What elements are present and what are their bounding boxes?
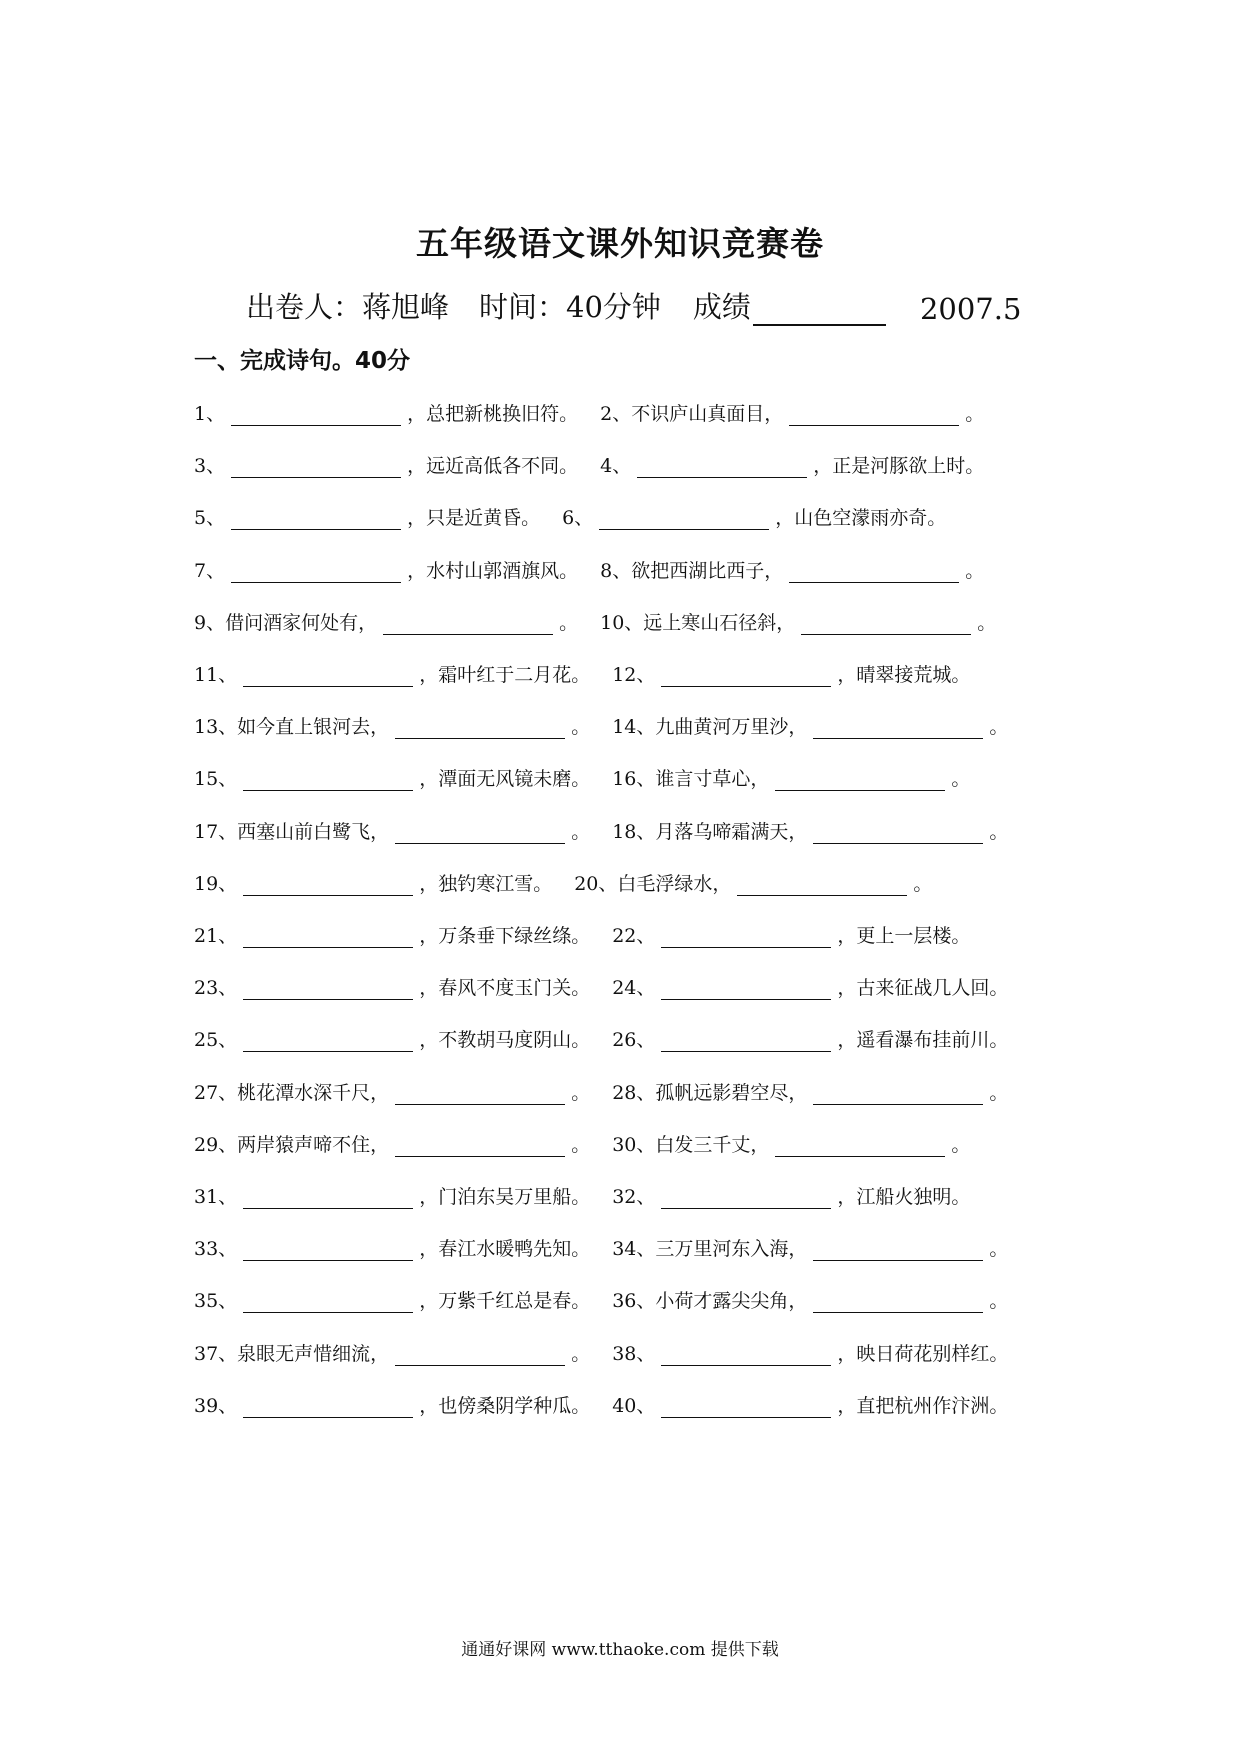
question-text: 28、孤帆远影碧空尽，	[612, 1081, 808, 1104]
answer-blank[interactable]	[661, 977, 831, 1000]
question-text: 。	[571, 1081, 591, 1104]
question-text: ，万紫千红总是春。	[419, 1290, 591, 1313]
question-text: ，遥看瀑布挂前川。	[837, 1029, 1009, 1052]
footer: 通通好课网 www.tthaoke.com 提供下载	[461, 1640, 779, 1660]
question-text: 18、月落乌啼霜满天，	[612, 820, 808, 843]
question-text: 。	[913, 872, 933, 895]
question-text: 39、	[194, 1394, 238, 1417]
question-row	[194, 761, 970, 791]
answer-blank[interactable]	[395, 821, 565, 844]
question-text: 2、不识庐山真面目，	[600, 403, 784, 425]
page-title: 五年级语文课外知识竞赛卷	[416, 224, 824, 263]
answer-blank[interactable]	[231, 455, 401, 478]
question-text: 17、西塞山前白鹭飞，	[194, 820, 390, 843]
answer-blank[interactable]	[813, 716, 983, 739]
question-row	[194, 970, 1008, 1000]
question-row	[194, 814, 1008, 844]
question-text: 40、	[612, 1394, 656, 1417]
question-text: 11、	[194, 664, 238, 686]
question-text: 10、远上寒山石径斜，	[600, 611, 796, 634]
question-text: ，古来征战几人回。	[837, 977, 1009, 1000]
question-text: 26、	[612, 1029, 656, 1052]
answer-blank[interactable]	[395, 1134, 565, 1157]
exam-meta	[246, 286, 1021, 326]
question-text: 34、三万里河东入海，	[612, 1238, 808, 1261]
author: 出卷人：蒋旭峰	[246, 290, 450, 324]
answer-blank[interactable]	[661, 925, 831, 948]
answer-blank[interactable]	[243, 1290, 413, 1313]
answer-blank[interactable]	[737, 873, 907, 896]
answer-blank[interactable]	[243, 873, 413, 896]
question-text: 。	[571, 1133, 591, 1156]
answer-blank[interactable]	[231, 507, 401, 530]
question-text: 。	[989, 1238, 1009, 1261]
question-row	[194, 553, 984, 583]
question-row	[194, 1336, 1008, 1366]
question-row	[194, 1231, 1008, 1261]
answer-blank[interactable]	[813, 1238, 983, 1261]
question-text: ，更上一层楼。	[837, 925, 971, 947]
question-row	[194, 709, 1008, 739]
question-row	[194, 866, 932, 896]
question-row	[194, 605, 996, 635]
question-text: 。	[977, 611, 997, 634]
question-text: 。	[559, 611, 579, 634]
question-text: ，只是近黄昏。	[407, 507, 541, 530]
question-text: ，不教胡马度阴山。	[419, 1029, 591, 1052]
question-text: ，晴翠接荒城。	[837, 664, 971, 686]
answer-blank[interactable]	[789, 560, 959, 583]
answer-blank[interactable]	[661, 1343, 831, 1366]
question-text: ，万条垂下绿丝绦。	[419, 925, 591, 947]
question-text: ，门泊东吴万里船。	[419, 1186, 591, 1208]
question-text: 19、	[194, 872, 238, 895]
question-text: 。	[989, 716, 1009, 739]
question-text: 7、	[194, 559, 226, 582]
question-text: 。	[989, 1081, 1009, 1104]
answer-blank[interactable]	[243, 1238, 413, 1261]
question-text: ，也傍桑阴学种瓜。	[419, 1394, 591, 1417]
answer-blank[interactable]	[243, 977, 413, 1000]
answer-blank[interactable]	[395, 716, 565, 739]
question-text: ，春风不度玉门关。	[419, 977, 591, 1000]
question-text: ，直把杭州作汴洲。	[837, 1394, 1009, 1417]
question-text: ，映日荷花别样红。	[837, 1342, 1009, 1365]
score-blank[interactable]	[753, 294, 886, 326]
answer-blank[interactable]	[661, 1395, 831, 1418]
question-text: 35、	[194, 1290, 238, 1313]
question-text: ，正是河豚欲上时。	[813, 455, 985, 478]
question-row	[194, 448, 984, 478]
answer-blank[interactable]	[231, 560, 401, 583]
question-text: 37、泉眼无声惜细流，	[194, 1342, 390, 1365]
question-text: ，潭面无风镜未磨。	[419, 768, 591, 791]
question-text: ，水村山郭酒旗风。	[407, 559, 579, 582]
time-limit: 时间：40分钟	[479, 290, 661, 324]
question-text: 33、	[194, 1238, 238, 1261]
question-text: 24、	[612, 977, 656, 1000]
question-text: 32、	[612, 1186, 656, 1208]
answer-blank[interactable]	[813, 1290, 983, 1313]
question-text: 29、两岸猿声啼不住，	[194, 1133, 390, 1156]
question-text: 23、	[194, 977, 238, 1000]
question-row	[194, 500, 946, 530]
answer-blank[interactable]	[243, 1186, 413, 1209]
question-row	[194, 1022, 1008, 1052]
answer-blank[interactable]	[637, 455, 807, 478]
question-text: 16、谁言寸草心，	[612, 768, 770, 791]
answer-blank[interactable]	[661, 1186, 831, 1209]
answer-blank[interactable]	[395, 1082, 565, 1105]
question-text: 31、	[194, 1186, 238, 1208]
answer-blank[interactable]	[243, 1395, 413, 1418]
section-heading: 一、完成诗句。40分	[194, 348, 411, 374]
question-text: ，春江水暖鸭先知。	[419, 1238, 591, 1261]
answer-blank[interactable]	[789, 403, 959, 426]
question-text: 27、桃花潭水深千尺，	[194, 1081, 390, 1104]
question-row	[194, 1388, 1008, 1418]
question-text: 38、	[612, 1342, 656, 1365]
question-text: 12、	[612, 664, 656, 686]
answer-blank[interactable]	[395, 1343, 565, 1366]
question-text: 25、	[194, 1029, 238, 1052]
question-text: 15、	[194, 768, 238, 791]
question-text: 6、	[562, 507, 594, 530]
answer-blank[interactable]	[243, 768, 413, 791]
question-text: 。	[571, 1342, 591, 1365]
question-row	[194, 1283, 1008, 1313]
answer-blank[interactable]	[243, 1029, 413, 1052]
question-text: 21、	[194, 925, 238, 947]
question-text: 3、	[194, 455, 226, 478]
question-text: 22、	[612, 925, 656, 947]
question-text: 36、小荷才露尖尖角，	[612, 1290, 808, 1313]
question-text: ，远近高低各不同。	[407, 455, 579, 478]
answer-blank[interactable]	[813, 821, 983, 844]
answer-blank[interactable]	[383, 612, 553, 635]
question-text: 。	[989, 820, 1009, 843]
question-row	[194, 918, 970, 948]
answer-blank[interactable]	[243, 664, 413, 687]
question-row	[194, 1127, 970, 1157]
question-text: 。	[965, 403, 985, 425]
question-row	[194, 657, 970, 687]
question-text: ，山色空濛雨亦奇。	[775, 507, 947, 530]
question-row	[194, 1075, 1008, 1105]
question-text: 14、九曲黄河万里沙，	[612, 716, 808, 739]
question-text: 30、白发三千丈，	[612, 1133, 770, 1156]
question-text: 4、	[600, 455, 632, 478]
exam-date: 2007.5	[919, 292, 1022, 326]
answer-blank[interactable]	[775, 768, 945, 791]
question-text: 。	[951, 1133, 971, 1156]
answer-blank[interactable]	[243, 925, 413, 948]
question-text: 。	[965, 559, 985, 582]
question-text: 。	[989, 1290, 1009, 1313]
answer-blank[interactable]	[661, 1029, 831, 1052]
question-text: 13、如今直上银河去，	[194, 716, 390, 739]
question-text: 8、欲把西湖比西子，	[600, 559, 784, 582]
answer-blank[interactable]	[599, 507, 769, 530]
question-text: ，总把新桃换旧符。	[407, 403, 579, 425]
question-row	[194, 396, 984, 426]
question-text: 20、白毛浮绿水，	[574, 872, 732, 895]
question-row	[194, 1179, 970, 1209]
question-text: ，独钓寒江雪。	[419, 872, 553, 895]
answer-blank[interactable]	[801, 612, 971, 635]
question-text: 5、	[194, 507, 226, 530]
answer-blank[interactable]	[231, 403, 401, 426]
question-text: ，霜叶红于二月花。	[419, 664, 591, 686]
question-text: 9、借问酒家何处有，	[194, 611, 378, 634]
question-text: 1、	[194, 403, 226, 425]
question-text: ，江船火独明。	[837, 1186, 971, 1208]
question-text: 。	[951, 768, 971, 791]
answer-blank[interactable]	[661, 664, 831, 687]
answer-blank[interactable]	[775, 1134, 945, 1157]
answer-blank[interactable]	[813, 1082, 983, 1105]
question-text: 。	[571, 716, 591, 739]
question-text: 。	[571, 820, 591, 843]
score-label: 成绩	[692, 290, 751, 324]
